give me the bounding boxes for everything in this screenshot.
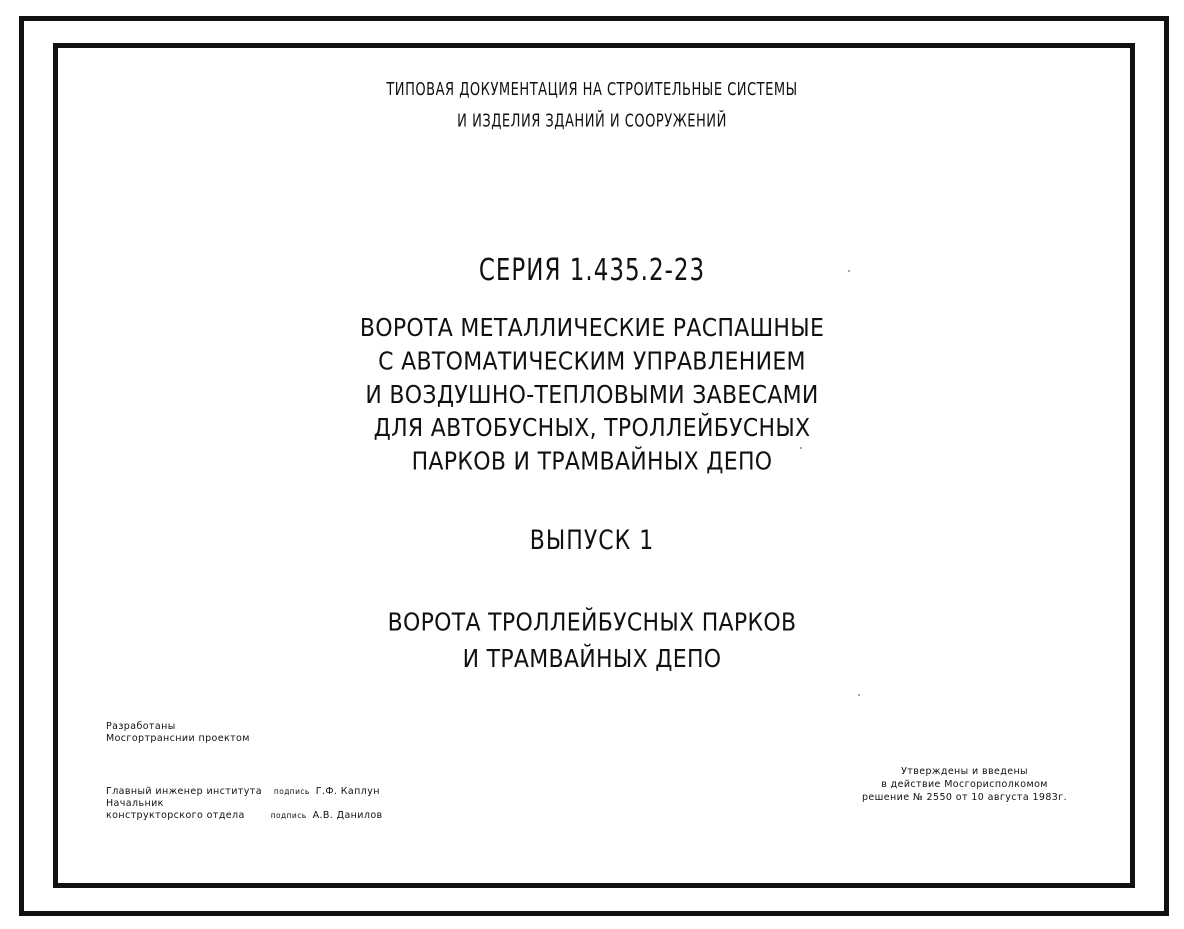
document-title <box>0 312 1184 479</box>
subtitle-line-2: И ТРАМВАЙНЫХ ДЕПО <box>462 645 722 674</box>
head-sign-label: подпись <box>270 811 307 820</box>
chief-engineer-role: Главный инженер института <box>106 786 262 797</box>
approval-line-1: Утверждены и введены <box>901 766 1028 777</box>
header-line-2: И ИЗДЕЛИЯ ЗДАНИЙ И СООРУЖЕНИЙ <box>457 111 727 132</box>
scan-speck <box>858 694 860 696</box>
head-role-row-1 <box>106 798 164 810</box>
scan-speck <box>848 270 850 272</box>
approval-line-3: решение № 2550 от 10 августа 1983г. <box>862 792 1068 803</box>
chief-engineer-row <box>106 786 380 798</box>
title-line-3: И ВОЗДУШНО-ТЕПЛОВЫМИ ЗАВЕСАМИ <box>365 381 819 410</box>
issue-number: ВЫПУСК 1 <box>529 526 655 556</box>
title-line-4: ДЛЯ АВТОБУСНЫХ, ТРОЛЛЕЙБУСНЫХ <box>373 414 811 444</box>
header-line-1: ТИПОВАЯ ДОКУМЕНТАЦИЯ НА СТРОИТЕЛЬНЫЕ СИСТЕМЫ <box>386 80 798 100</box>
scan-speck <box>800 447 802 449</box>
approval-block <box>862 765 1067 804</box>
document-subtitle <box>0 605 1184 679</box>
chief-engineer-name: Г.Ф. Каплун <box>315 786 380 797</box>
title-line-1: ВОРОТА МЕТАЛЛИЧЕСКИЕ РАСПАШНЫЕ <box>359 314 825 344</box>
head-name: А.В. Данилов <box>312 810 383 821</box>
series-number: СЕРИЯ 1.435.2-23 <box>478 254 706 288</box>
chief-engineer-sign-label: подпись <box>273 787 310 796</box>
head-role-line-2: конструкторского отдела <box>106 810 245 821</box>
subtitle-line-1: ВОРОТА ТРОЛЛЕЙБУСНЫХ ПАРКОВ <box>387 608 797 638</box>
developer-line-1: Разработаны <box>106 721 176 732</box>
title-line-5: ПАРКОВ И ТРАМВАЙНЫХ ДЕПО <box>411 447 773 477</box>
developer-line-2: Мосгортранснии проектом <box>106 733 250 744</box>
developer-block <box>106 721 250 745</box>
head-role-line-1: Начальник <box>106 798 164 809</box>
approval-line-2: в действие Мосгорисполкомом <box>881 779 1048 790</box>
head-role-row-2 <box>106 810 383 822</box>
document-header <box>0 75 1184 138</box>
title-line-2: С АВТОМАТИЧЕСКИМ УПРАВЛЕНИЕМ <box>378 347 806 377</box>
